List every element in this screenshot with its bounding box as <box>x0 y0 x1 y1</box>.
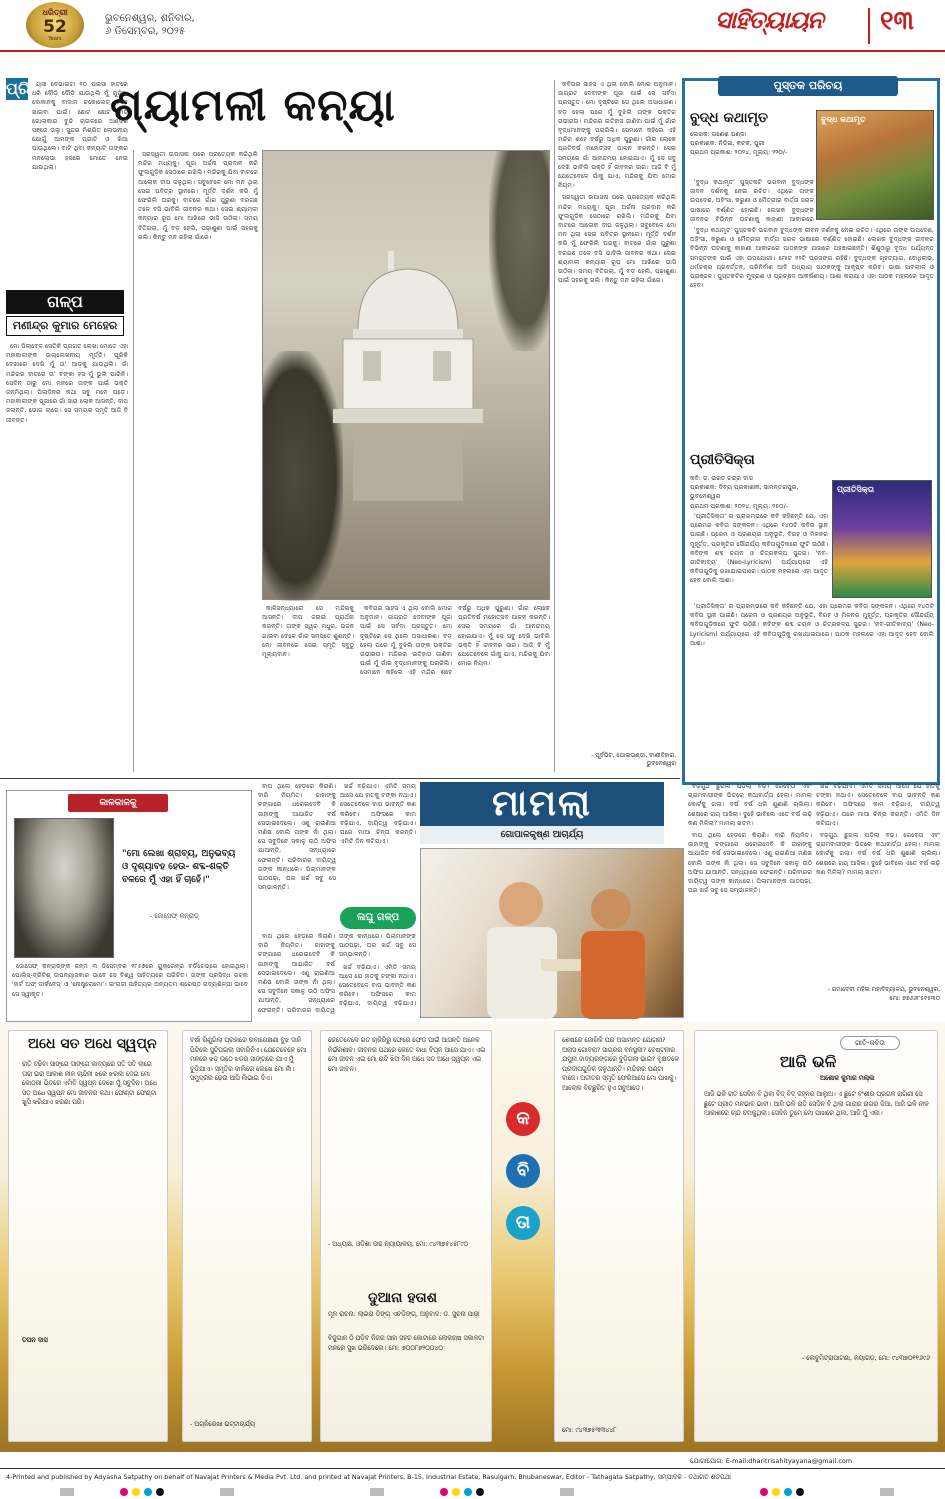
footer-rule <box>0 1468 945 1469</box>
registration-dot-yellow <box>452 1488 460 1496</box>
book2-review-text: 'ପ୍ରୀତିସିକ୍ତା' ର ପ୍ରାରମ୍ଭରେ କବି କହିଛନ୍ତି ଯେ, ଏହା ପ୍ରେମର କବିତା ସଙ୍କଳନ। ଏଥିରେ ୧୪୦ଟି କବିତା ସ୍ଥାନ ପାଇଛି। ପ୍ରେମ ଓ ପ୍ରଣୟର ଅନୁଭୂତି, ବିରହ ଓ ମିଳନର ମୁହୂର୍ତ୍ତ, ପ୍ରକୃତିର ସୌନ୍ଦର୍ଯ୍ୟ କବିତାଗୁଡ଼ିକରେ ଫୁଟି ଉଠିଛି। କବିଙ୍କ ଶବ୍ଦ ଚୟନ ଓ ଚିତ୍ରକଳ୍ପ ସୁନ୍ଦର। 'ନବ-ଗୀତିକାବ୍ୟ' (Neo-Lyricism) ପର୍ଯ୍ୟାୟରେ ଏହି କବିତାଗୁଡ଼ିକୁ ରଖାଯାଇପାରେ। ପାଠକ ମହଲରେ ଏହା ଆଦୃତ ହେବ ବୋଲି ଆଶା। <box>690 603 934 647</box>
story-column-2 <box>138 150 258 772</box>
book1-publisher: ପ୍ରକାଶକ: ନିଡିଇ, କଟକ, ପୁରୀ <box>690 140 765 148</box>
story-column-2-bottom <box>262 604 550 772</box>
quote-bio <box>12 962 248 1018</box>
mamala-column-2 <box>340 782 416 904</box>
book1-meta <box>690 130 814 158</box>
masthead-divider <box>868 8 870 44</box>
registration-bar <box>560 1488 574 1496</box>
mamala-paragraph: ଖର୍ଚ୍ଚ ବଢ଼ିଯାଏ। ଏମିତି ସମୟ ଆସେ ଯେ ହାତକୁ ଟଙ୍କା ନଥାଏ। ସେତେବେଳେ ବାପ ଭାବନ୍ତି କଣ କରିବେ। ଅଫିସରେ କାମ ବଢ଼ିଯାଏ, ଦାୟିତ୍ୱ ବଢ଼ିଯାଏ। <box>339 963 416 1008</box>
book1-edition: ପ୍ରଥମ ପ୍ରକାଶ: ୨୦୨୪, ମୂଲ୍ୟ: ୨୨୦/- <box>690 149 788 157</box>
elderly-couple-photo <box>420 848 684 1018</box>
poem1-title: ଅଧେ ସତ ଅଧେ ସ୍ୱପ୍ନ <box>28 1036 157 1052</box>
mamala-credit: - ରମାଦେବୀ ମହିଳା ମହାବିଦ୍ୟାଳୟ, ଭୁବନେଶ୍ୱର, ମୋ: ୭୭୬୬୮୫୧୫୩୦ <box>827 986 940 1002</box>
poem3-subtitle: ଦୁଆନା ହତାଶ <box>368 1290 438 1306</box>
book2-cover-title: ପ୍ରୀତିସିକ୍ତା <box>837 485 874 494</box>
imprint-line: 4-Printed and published by Adyasha Satpathy on behalf of Navajat Printers & Media Pvt. Ltd. and printed at Navajat Printers, B-15, Industrial Estate, Rasulgarh, Bhubaneswar, Editor - Tathagata Satpathy, ସମ୍ପାଦକ - ତଥାଗତ ଶତପଥୀ <box>6 1473 731 1481</box>
badge-years-label: Years <box>48 36 62 42</box>
book1-review-text: 'ବୁଦ୍ଧ କଥାମୃତ' ପୁସ୍ତକଟି ଭଗବାନ ବୁଦ୍ଧଙ୍କ ଜୀବନ ଦର୍ଶନକୁ ନେଇ ରଚିତ। ଏଥିରେ ତାଙ୍କ ଉପଦେଶ, ଅହିଂସା, କରୁଣା ଓ ମୈତ୍ରୀର ବାର୍ତ୍ତା ସରଳ ଭାଷାରେ ବର୍ଣ୍ଣିତ ହୋଇଛି। ଲେଖକ ବୁଦ୍ଧଙ୍କ ଜୀବନର ବିଭିନ୍ନ ଘଟଣାକୁ କାହାଣୀ ଆକାରରେ ପାଠକଙ୍କ ପାଖରେ ପହଞ୍ଚାଇଛନ୍ତି। ଶିଶୁଠାରୁ ବୃଦ୍ଧ ପର୍ଯ୍ୟନ୍ତ ସମସ୍ତଙ୍କ ପାଇଁ ଏହା ଉପଯୋଗୀ। ମୋଟ ୧୨ଟି ପ୍ରସଙ୍ଗ ରହିଛି। ବୁଦ୍ଧଙ୍କ ଗୃହତ୍ୟାଗ, ବୋଧିଲାଭ, ଧର୍ମଚକ୍ର ପ୍ରବର୍ତ୍ତନ, ପରିନିର୍ବାଣ ଆଦି ଅଧ୍ୟାୟ ପାଠକଙ୍କୁ ଆକୃଷ୍ଟ କରିବ। ଭାଷା ସାବଲୀଳ ଓ ପ୍ରାଞ୍ଜଳ। ପୁସ୍ତକଟିର ମୁଦ୍ରଣ ଓ ପ୍ରଚ୍ଛଦ ଆକର୍ଷଣୀୟ। ଆଶା କରାଯାଏ ଏହା ପାଠକ ମହଲରେ ଆଦୃତ ହେବ। <box>690 227 934 290</box>
mamala-title: ମାମଲା <box>420 782 664 826</box>
book2-review <box>690 602 934 778</box>
section-title: ସାହିତ୍ୟାୟନ <box>715 6 823 34</box>
drop-cap: ପ୍ରି <box>6 79 31 98</box>
quote-attribution: - ଜୋସେଫ୍ କନ୍ରାଡ୍ <box>150 912 199 920</box>
book1-cover <box>816 110 934 220</box>
book1-review-intro <box>690 178 814 224</box>
story-paragraph: ସରସ୍ୱତୀ ଉପାସନା ପରେ ପ୍ରତ୍ୟେକ କରିଥିଲି ମନ୍ଦିର ମଧ୍ୟକୁ। ପୂଜା ଅର୍ଚ୍ଚନା ପ୍ରଦାନ କରି ଫୁଲଗୁଡ଼ିକ ସେଠାରେ ରଖିଲି। ମନ୍ଦିରକୁ ଯିବା ବାଟରେ ଆଲୋକ ଦୀପ ଜଳୁଥିଲା। ସବୁବେଳେ ମୋ ମନ ଥିଲା ସେଇ ପବିତ୍ର ସ୍ଥାନରେ। ମୂର୍ତ୍ତି ଦର୍ଶନ କରି ମୁଁ ଫେରିଲି ଘରକୁ। ବାଟରେ ଗାଁର ପୁରୁଣା ବରଗଛ ତଳେ ବସି ଭାବିଲି ଜୀବନର କଥା। ସେଇ ଶ୍ୟାମଳୀ କନ୍ୟାର ରୂପ ମୋ ଆଖିରେ ଭାସି ଉଠିଲା। ସମୟ ବିତିଗଲା, ମୁଁ ବଡ଼ ହେଲି, ପଢ଼ାଶୁଣା ପାଇଁ ସହରକୁ ଗଲି। କିନ୍ତୁ ମନ ରହିଲା ଗାଁରେ। <box>138 151 258 241</box>
mamala-author: ଗୋପାଳକୃଷ୍ଣ ଆଚାର୍ଯ୍ୟ <box>420 826 664 844</box>
poem2-text: ବର୍ଷା ରିଣୁଗିଲା ପ୍ରହାରେ ରବାରେକ୍ଷଣୀ ବୁଝ ଦାନି ପିଟିଲେ ସୁଟିପଇଲା ସବାରିନିଏ। ଯେତେବେଳେ ମୋ ମନରେ ଝଡ଼ ଉଠେ ଝଡ଼ର ସାଙ୍ଗରେ ଯାଏ ମୁଁ ବୁଡ଼ିଯାଏ। ସ୍ମୃତିର ବାଲିରେ ଲେଖେ ମୋ ନାଁ। ସମୁଦ୍ରର ଢେଉ ଆସି ଲିଭାଇ ଦିଏ। <box>190 1037 307 1083</box>
registration-dot-cyan <box>784 1488 792 1496</box>
column-rule <box>133 150 134 772</box>
mamala-paragraph: ଖର୍ଚ୍ଚ ବଢ଼ିଯାଏ। ଏମିତି ସମୟ ଆସେ ଯେ ହାତକୁ ଟଙ୍କା ନଥାଏ। ସେତେବେଳେ ବାପ ଭାବନ୍ତି କଣ କରିବେ। ଅଫିସରେ କାମ ବଢ଼ିଯାଏ, ଦାୟିତ୍ୱ ବଢ଼ିଯାଏ। ଘରେ ମାଆ ଚିନ୍ତା କରନ୍ତି। ଏମିତି ଦିନ କଟିଯାଏ। <box>816 783 940 827</box>
poem3-text-2: ବିଜୁଗାନ ଠି ପଡ଼ିବ ନିଜର ସାହା ସହଚ କୋଟାରେ ଲୋକଚାଷ ସକାଳଟା ମନରେ ସୁଖ ଭରିଦେଲେ। ମୋ: ୭୦୦୮୭୨୦୦୪୦ <box>328 1335 485 1352</box>
dateline-city-day: ଭୁବନେଶ୍ୱର, ଶନିବାର, <box>105 13 195 24</box>
dateline <box>105 12 195 38</box>
story-author-address: - ପୂର୍ବଭିଟ, ପୋଇଭଣ୍ଡା, ବାଣୀବିହାର, ଭୁବନେଶ୍ୱର <box>591 752 676 767</box>
temple-illustration <box>333 241 483 501</box>
book2-title: ପ୍ରୀତିସିକ୍ତା <box>690 452 755 468</box>
anniversary-badge <box>26 2 84 48</box>
kavita-letter-3: ତା <box>506 1206 540 1240</box>
registration-bar <box>370 1488 384 1496</box>
column-rule <box>554 80 555 772</box>
book2-review-intro <box>690 512 828 600</box>
book2-edition: ପ୍ରଥମ ପ୍ରକାଶ: ୨୦୨୪, ମୂଲ୍ୟ: ୨୫୦/- <box>690 502 788 510</box>
story-paragraph: କବିତାର ସାହସ ଏ ଥିଲା ବୋଲି ମୋର ଅନୁମାନ। ଜାଗ୍ରତ ଦେବୀଙ୍କ ପୂଜା ପାଇଁ ସେ ସର୍ବଦା ପ୍ରସ୍ତୁତ। ମୋ ଦୃଷ୍ଟିରେ ସେ ଥିଲେ ଅସାଧାରଣ। ବଡ଼ ହେଲା ପରେ ମୁଁ ବୁଝିଲି ତାଙ୍କ ଭକ୍ତିର ଗଭୀରତା। ମନ୍ଦିରର ଇତିହାସ ଜାଣିବା ପାଇଁ ମୁଁ ଗାଁର ବୃଦ୍ଧମାନଙ୍କୁ ପଚାରିଲି। ସେମାନେ କହିଲେ ଏହି ମନ୍ଦିର ଶହେ ବର୍ଷରୁ ଅଧିକ ପୁରୁଣା। ଗାଁର ଲୋକେ ପ୍ରତିବର୍ଷ ମହୋତ୍ସବ ପାଳନ କରନ୍ତି। ସେଇ ସମୟରେ ଗାଁ ଆନନ୍ଦମୟ ହୋଇଯାଏ। ମୁଁ ସେ ସବୁ ଦେଖି ଭାବିଲି ଭକ୍ତି ହିଁ ଜୀବନର ସାର। ଆଜି ବି ମୁଁ ଯେତେବେଳେ ଗାଁକୁ ଯାଏ, ମନ୍ଦିରକୁ ଯିବା ମୋର ନିୟମ। <box>360 605 550 677</box>
story-paragraph: ସରସ୍ୱତୀ ଉପାସନା ପରେ ପ୍ରତ୍ୟେକ କରିଥିଲି ମନ୍ଦିର ମଧ୍ୟକୁ। ପୂଜା ଅର୍ଚ୍ଚନା ପ୍ରଦାନ କରି ଫୁଲଗୁଡ଼ିକ ସେଠାରେ ରଖିଲି। ମନ୍ଦିରକୁ ଯିବା ବାଟରେ ଆଲୋକ ଦୀପ ଜଳୁଥିଲା। ସବୁବେଳେ ମୋ ମନ ଥିଲା ସେଇ ପବିତ୍ର ସ୍ଥାନରେ। ମୂର୍ତ୍ତି ଦର୍ଶନ କରି ମୁଁ ଫେରିଲି ଘରକୁ। ବାଟରେ ଗାଁର ପୁରୁଣା ବରଗଛ ତଳେ ବସି ଭାବିଲି ଜୀବନର କଥା। ସେଇ ଶ୍ୟାମଳୀ କନ୍ୟାର ରୂପ ମୋ ଆଖିରେ ଭାସି ଉଠିଲା। ସମୟ ବିତିଗଲା, ମୁଁ ବଡ଼ ହେଲି, ପଢ଼ାଶୁଣା ପାଇଁ ସହରକୁ ଗଲି। କିନ୍ତୁ ମନ ରହିଲା ଗାଁରେ। <box>558 194 676 285</box>
quote-tag: କାଳକାଳକୁ <box>68 794 168 812</box>
mamala-column-3 <box>688 782 812 1018</box>
book1-title: ବୁଦ୍ଧ କଥାମୃତ <box>690 110 768 126</box>
story-paragraph: ୟସୀ ବେଭାଇଟା ୧୦ ପଇସା ହାତରେ ଧରି ଦୌଡ଼ି ଦୌଡ଼ି ଯାଉଥିଲି ମୁଁ ଗୁପିଆ ଦୋକାନକୁ ବାଦାମ ଚକୋଲେଟ୍ ଟିକେ ଖାଇବା ପାଇଁ। ଛୋଟ ଛୋଟ ବାଟି ଗୋଲାକାର ବୁନ୍ଦି ଚାଉଳରେ ଅଣ୍ଡିରି ସଞ୍ଜେ ଭଲୁ। ସୁନ୍ଦର ମିଶ୍ରିତ ଲୋଭନୀୟ ଯୋଗୁଁ ଆମଙ୍କ ପ୍ରୀତି ଓ ଖିଆ ପାଉଥିଲେ। ବାଟି ଥିବା କନ୍ୟାଟି ତାଙ୍କର ମନଲୋଭା ହସରେ ମୋତେ ନେଇ ଯାଉଥିଲା। <box>32 81 128 171</box>
poem5-title: ଆଜି ଭଳି <box>780 1052 837 1071</box>
poem5-text: ଆଜି ଭଳି ରାତ ସେଦିନ ବି ଥିଲା ବିଦ୍ ବିଦ୍ ଜହ୍ନର ଆଲୁଅ। ଏ ଛୁଟେ ବଂଶୀର ପ୍ରଗଳ ରାଗିଣୀ ସେ ଛୁଟେ ପ୍ରୀତ ମନଭାବ ଭାବୀ। ଆଜି ଭଳି ରାତି ସେଦିନ ବି ଥିଲା ଗାରାର ରାଗର ଜିଆ, ଆଜି ଭଳି ନୀଳ ଆକାଶରେ ଚାନ୍ଦ ଚମକୁଥିଲା। ସେଦିନ ତୁମେ ମୋ ପାଖରେ ଥିଲ, ଆଜି ମୁଁ ଏକା। <box>704 1091 929 1118</box>
book2-publisher: ପ୍ରକାଶକ: ଦିବ୍ୟ ପ୍ରକାଶନୀ, ସାମନ୍ତରାପୁର, ଭୁବନେଶ୍ୱର <box>690 484 799 501</box>
mamala-column-bottom <box>258 932 416 1018</box>
registration-dot-black <box>796 1488 804 1496</box>
poem3-sub-author: ମୂଳ ରଚନା: ଲାଇରା ଡିଙ୍ଗ୍ ଏଚଡ଼ିଙ୍ଗ୍, ଅନୁବାଦ: ଡ. ସୁଚନା ପାଢ଼ୀ <box>328 1311 480 1318</box>
temple-photo <box>262 150 550 600</box>
kavita-letter-2: ବି <box>506 1154 540 1188</box>
registration-dot-cyan <box>144 1488 152 1496</box>
mamala-paragraph: ବଢ଼ଗୁଥ ଛୁଗଲ ପଡ଼ିଲା ବଢ଼। ରେବେତା ଏବଂ ଗ୍ରାମବାସୀଙ୍କ ଭିତରେ କଥାବାର୍ତ୍ତା ହେଲା। ମାମଲା କୋର୍ଟକୁ ଗଲା। ବର୍ଷ ବର୍ଷ ଧରି ଶୁଣାଣି ଚାଲିଲା। ଶେଷରେ ରାୟ ଆସିଲା। ଦୁହେଁ ଭାବିଲେ ଏତେ ବର୍ଷ ଲଢ଼ି କଣ ମିଳିଲା? ମାମଲା ଖତମ। <box>816 832 940 876</box>
story-column-1-bottom <box>6 342 128 772</box>
book2-meta <box>690 474 828 511</box>
mamala-column-1 <box>258 782 336 904</box>
story-author: ମଣୀନ୍ଦ୍ର କୁମାର ମେହେର <box>6 316 124 336</box>
registration-dot-cyan <box>464 1488 472 1496</box>
poem1-text: ରାତି ବଢ଼ିବା ସାଙ୍ଗେ ସାଙ୍ଗେ କାବ୍ୟରେ ସତି ସତି ଲାଗେ ତାରା ଭରା ଆକାଶ ନୀଳ ଚାନ୍ଦିନୀ ଝରେ ଝରକା ଦେଇ ମୋ କୋଠରୀ ଭିତରେ ଏମିତି ସ୍ୱପ୍ନ ଦେଖେ ମୁଁ ସବୁଦିନ। ଅଧେ ସତ ଅଧେ ସ୍ୱପ୍ନ ମୋ ଜୀବନର କଥା। ଫେଣ୍ଟା ଫେଣ୍ଟା ଖୁସି ଝରିଯାଏ ଝରଣା ପରି। <box>22 1061 157 1107</box>
book1-review <box>690 226 934 444</box>
photo-tree-left <box>263 351 343 601</box>
section-rule <box>0 778 680 779</box>
photo-tree-right <box>489 151 549 351</box>
mamala-paragraph: ବାପ ଥିଲେ ହେଡ଼ରେ କିରାଣି। ବାରି ନିୟମିତ। ଜାହାଙ୍କୁ ଚଙ୍ଗାରେ ଧରେଇଦେବି କି ଜାହାଙ୍କୁ ଆଯାଜିତ ବର୍ଷ ସେଭାଇଦେଲେ। ଏଣୁ ରାଇଣିଆ ମଣିଷ ବୋଲି ତାଙ୍କ ନାଁ ଥିଲା। ସେ ସବୁଦିନେ ସକାଳୁ ଉଠି ଅଫିସ ଯାଆନ୍ତି, ସନ୍ଧ୍ୟାରେ ଫେରନ୍ତି। ପରିବାରର ଦାୟିତ୍ୱ ତାଙ୍କ କାନ୍ଧରେ। ପିଲାମାନଙ୍କ ପାଠପଢ଼ା, ଘର ଖର୍ଚ୍ଚ ସବୁ ସେ ସମ୍ଭାଳନ୍ତି। <box>688 832 812 895</box>
poem5-author-top: ଅଶୋକ କୁମାର ମଲ୍ଲ <box>820 1075 875 1082</box>
registration-dot-black <box>156 1488 164 1496</box>
registration-bar <box>60 1488 74 1496</box>
story-column-1-top <box>32 80 128 286</box>
poem2-author: - ଅଗ୍ନିରେଖା ଭଟ୍ଟାଚାର୍ଯ୍ୟ <box>190 1421 255 1428</box>
registration-dot-yellow <box>772 1488 780 1496</box>
quote-text: "ମୋ ଲେଖା ଶ୍ରାବ୍ୟ, ଅନୁଭବ୍ୟ ଓ ଦୃଶ୍ୟାବହ ହେଉ- ଶବ୍ଦ-ଶକ୍ତି ବଳରେ ମୁଁ ଏହା ହିଁ ଚାହେଁ।" <box>122 849 236 885</box>
book1-review-text: 'ବୁଦ୍ଧ କଥାମୃତ' ପୁସ୍ତକଟି ଭଗବାନ ବୁଦ୍ଧଙ୍କ ଜୀବନ ଦର୍ଶନକୁ ନେଇ ରଚିତ। ଏଥିରେ ତାଙ୍କ ଉପଦେଶ, ଅହିଂସା, କରୁଣା ଓ ମୈତ୍ରୀର ବାର୍ତ୍ତା ସରଳ ଭାଷାରେ ବର୍ଣ୍ଣିତ ହୋଇଛି। ଲେଖକ ବୁଦ୍ଧଙ୍କ ଜୀବନର ବିଭିନ୍ନ ଘଟଣାକୁ କାହାଣୀ ଆକାରରେ <box>690 179 814 223</box>
book2-author: କବି: ଡ. ଭରତ ଚନ୍ଦ୍ର ଦାସ <box>690 475 753 482</box>
registration-dot-yellow <box>132 1488 140 1496</box>
story-column-3 <box>558 80 676 760</box>
registration-dot-magenta <box>440 1488 448 1496</box>
book2-cover <box>832 480 932 598</box>
mamala-paragraph: ବାପ ଥିଲେ ହେଡ଼ରେ କିରାଣି। ବାରି ନିୟମିତ। ଜାହାଙ୍କୁ ଚଙ୍ଗାରେ ଧରେଇଦେବି କି ଜାହାଙ୍କୁ ଆଯାଜିତ ବର୍ଷ ସେଭାଇଦେଲେ। ଏଣୁ ରାଇଣିଆ ମଣିଷ ବୋଲି ତାଙ୍କ ନାଁ ଥିଲା। ସେ ସବୁଦିନେ ସକାଳୁ ଉଠି ଅଫିସ ଯାଆନ୍ତି, ସନ୍ଧ୍ୟାରେ ଫେରନ୍ତି। ପରିବାରର ଦାୟିତ୍ୱ ତାଙ୍କ କାନ୍ଧରେ। ପିଲାମାନଙ୍କ ପାଠପଢ଼ା, ଘର ଖର୍ଚ୍ଚ ସବୁ ସେ ସମ୍ଭାଳନ୍ତି। <box>258 783 336 892</box>
story-paragraph: କାଳିସନ୍ଧ୍ୟାରେ ସେ ମନ୍ଦିରକୁ ଆସନ୍ତି। ଦୀପ ଜଳାଇ ପ୍ରାର୍ଥନା କରନ୍ତି। ତାଙ୍କ ସ୍ୱର ମଧୁର, ଭଜନ ଗାଇବା ବେଳେ ଗାଁର ସମସ୍ତେ ଶୁଣନ୍ତି। ମୋ ଜୀବନରେ ସେଇ ସ୍ମୃତି ସବୁଠୁ ମୂଲ୍ୟବାନ। <box>262 605 354 659</box>
badge-years: 52 <box>43 17 67 37</box>
contact-email: ଯୋଗାଯୋଗ: E-mail:dharitrisahityayana@gmail.com <box>690 1457 853 1465</box>
poem4-text: ଶେଷରେ ଜୋରିକି ଘର ଅସାମନ୍ତ ଯୋଗନା? ଅନାସ ଗୋବନା? ସାଗ୍ରର ବନସ୍ଥଳୀ? ବେଷ୍ଟନୀର ଯମୁନା ବାଦ୍ୟରଙ୍ଗରେ ବୁଡ଼ିଗଲା ଭାଇ? ବୃକ୍ଷତଳେ ପ୍ରଦୀପଗୁଡ଼ିକ ଜଳୁଥାନ୍ତି। ମନ୍ଦିରର ଘଣ୍ଟା ବାଜେ। ଅତୀତର ସ୍ମୃତି ଫେରିଆସେ ମୋ ପାଖକୁ। ଆଲୋକ ବିଚ୍ଛୁରିତ ହୁଏ ସବୁଆଡ଼େ। <box>562 1037 679 1092</box>
mamala-paragraph: ଖର୍ଚ୍ଚ ବଢ଼ିଯାଏ। ଏମିତି ସମୟ ଆସେ ଯେ ହାତକୁ ଟଙ୍କା ନଥାଏ। ସେତେବେଳେ ବାପ ଭାବନ୍ତି କଣ କରିବେ। ଅଫିସରେ କାମ ବଢ଼ିଯାଏ, ଦାୟିତ୍ୱ ବଢ଼ିଯାଏ। ଘରେ ମାଆ ଚିନ୍ତା କରନ୍ତି। ଏମିତି ଦିନ କଟିଯାଏ। <box>340 783 416 846</box>
story-headline: ଶ୍ୟାମଳୀ କନ୍ୟା <box>110 80 396 131</box>
registration-bar <box>220 1488 234 1496</box>
page-number: ୧୩ <box>880 6 914 36</box>
registration-dot-black <box>476 1488 484 1496</box>
mamala-paragraph: ବଢ଼ଗୁଥ ଛୁଗଲ ପଡ଼ିଲା ବଢ଼। ରେବେତା ଏବଂ ଗ୍ରାମବାସୀଙ୍କ ଭିତରେ କଥାବାର୍ତ୍ତା ହେଲା। ମାମଲା କୋର୍ଟକୁ ଗଲା। ବର୍ଷ ବର୍ଷ ଧରି ଶୁଣାଣି ଚାଲିଲା। ଶେଷରେ ରାୟ ଆସିଲା। ଦୁହେଁ ଭାବିଲେ ଏତେ ବର୍ଷ ଲଢ଼ି କଣ ମିଳିଲା? ମାମଲା ଖତମ। <box>688 783 812 827</box>
book1-cover-title: ବୁଦ୍ଧ କଥାମୃତ <box>821 115 866 124</box>
couple-illustration <box>421 849 685 1019</box>
kavita-letter-1: କ <box>506 1102 540 1136</box>
mamala-paragraph: ବାପ ଥିଲେ ହେଡ଼ରେ କିରାଣି। ବାରି ନିୟମିତ। ଜାହାଙ୍କୁ ଚଙ୍ଗାରେ ଧରେଇଦେବି କି ଜାହାଙ୍କୁ ଆଯାଜିତ ବର୍ଷ ସେଭାଇଦେଲେ। ଏଣୁ ରାଇଣିଆ ମଣିଷ ବୋଲି ତାଙ୍କ ନାଁ ଥିଲା। ସେ ସବୁଦିନେ ସକାଳୁ ଉଠି ଅଫିସ ଯାଆନ୍ତି, ସନ୍ଧ୍ୟାରେ ଫେରନ୍ତି। ପରିବାରର ଦାୟିତ୍ୱ ତାଙ୍କ କାନ୍ଧରେ। ପିଲାମାନଙ୍କ ପାଠପଢ଼ା, ଘର ଖର୍ଚ୍ଚ ସବୁ ସେ ସମ୍ଭାଳନ୍ତି। <box>258 933 416 1014</box>
poem5-author: - ଲେବୁମିଟ୍ରାପାଟଣା, ନୟାଗଡ଼, ମୋ: ୯୪୩୭୦୧୧୬୯୬ <box>801 1355 930 1362</box>
poem4-author: ମୋ: ୯୪୩୭୫୩୩୪୪୮ <box>562 1427 617 1434</box>
story-paragraph: ମୋ ପିଲାବେଳ ସେତିକି ପ୍ରଗତ ଲେଖା ମୋତେ ଏହା ମହାକାଳୀଙ୍କ ଉଲ୍ଲେଖନୀୟ ମୂର୍ତ୍ତି। ପୂରିକି ଦେଖାରେ ଦେଖି ମୁଁ ତା' ଆଡ଼କୁ ଯାଉଥିଲି। ଗାଁ ମନ୍ଦିରର ବାଟରେ ତା' ବଙ୍କା ହସ ମୁଁ ଭୁଲି ପାରିନି। ସେଦିନ ଠାରୁ ମୋ ମନରେ ତାଙ୍କ ପାଇଁ ଭକ୍ତି ଜନ୍ମିଥିଲା। ପିଲାଦିନର କଥା ସବୁ ମନେ ପଡ଼େ। ମହାକାଳୀଙ୍କ ପୂଜାରେ ଗାଁ ସାରା ଲୋକ ଆସନ୍ତି, ଦୀପ ଜଳାନ୍ତି, ଭୋଗ ଲାଗେ। ସେ ସମୟର ସ୍ମୃତି ଆଜି ବି ଜୀବନ୍ତ। <box>6 343 128 424</box>
poem5-tag: ଗୀତି-କବିତା <box>840 1036 900 1050</box>
quote-bio-text: ଜୋସେଫ୍ କନ୍ରାଡ୍‌ଙ୍କ ଜନ୍ମ ୩ ଡିସେମ୍ବର ୧୮୫୭ରେ ୟୁକ୍ରେନ୍‌ର ବର୍ଡିଚେଭ୍‌ରେ ହୋଇଥିଲା। ପୋଲିସ୍-ବ୍ରିଟିଶ୍ ଉପନ୍ୟାସକାର ଭାବେ ସେ ବିଶ୍ୱ ସାହିତ୍ୟରେ ପରିଚିତ। ତାଙ୍କ ପ୍ରସିଦ୍ଧ ରଚନା 'ହାର୍ଟ ଅଫ୍ ଡାର୍କନେସ୍' ଓ 'ନୋଷ୍ଟ୍ରୋମୋ'। ଇଂରାଜୀ ସାହିତ୍ୟର ଅନ୍ୟତମ ଶ୍ରେଷ୍ଠ ଗଦ୍ୟଶିଳ୍ପୀ ଭାବେ ସେ ସ୍ୱୀକୃତ। <box>12 963 248 998</box>
registration-bar <box>880 1488 894 1496</box>
poem3-text: କେତେବେଳେ ଗତ ଚାକିରିରୁ ଫେରେ ଫେଡ଼ ପାଇଁ ଆସନ୍ତି ଅନେକ ନିର୍ଭରଶୀଳ। ଜୀବନର ପଥରେ କେତେ ବାଧା ବିଘ୍ନ ଆସେ ଯାଏ। ଏଇ ମୋ ଜୀବନ ଏଇ ମୋ ରାତି ଝିଅ ଦିନ ଅଧେ ସତ ଅଧେ ସ୍ୱପ୍ନ ଏଇ ମୋ ଜୀବନ। <box>328 1037 486 1073</box>
book2-review-text: 'ପ୍ରୀତିସିକ୍ତା' ର ପ୍ରାରମ୍ଭରେ କବି କହିଛନ୍ତି ଯେ, ଏହା ପ୍ରେମର କବିତା ସଙ୍କଳନ। ଏଥିରେ ୧୪୦ଟି କବିତା ସ୍ଥାନ ପାଇଛି। ପ୍ରେମ ଓ ପ୍ରଣୟର ଅନୁଭୂତି, ବିରହ ଓ ମିଳନର ମୁହୂର୍ତ୍ତ, ପ୍ରକୃତିର ସୌନ୍ଦର୍ଯ୍ୟ କବିତାଗୁଡ଼ିକରେ ଫୁଟି ଉଠିଛି। କବିଙ୍କ ଶବ୍ଦ ଚୟନ ଓ ଚିତ୍ରକଳ୍ପ ସୁନ୍ଦର। 'ନବ-ଗୀତିକାବ୍ୟ' (Neo-Lyricism) ପର୍ଯ୍ୟାୟରେ ଏହି କବିତାଗୁଡ଼ିକୁ ରଖାଯାଇପାରେ। ପାଠକ ମହଲରେ ଏହା ଆଦୃତ ହେବ ବୋଲି ଆଶା। <box>690 513 828 585</box>
dateline-date: ୬ ଡିସେମ୍ବର, ୨୦୨୫ <box>105 26 186 37</box>
book1-author: ଲେଖକ: ଗଣେଶ ପଣ୍ଡା <box>690 131 747 138</box>
short-story-tag: ଲଘୁ ଗଳ୍ପ <box>340 907 416 929</box>
book-review-header: ପୁସ୍ତକ ପରିଚୟ <box>718 76 898 96</box>
story-paragraph: କବିତାର ସାହସ ଏ ଥିଲା ବୋଲି ମୋର ଅନୁମାନ। ଜାଗ୍ରତ ଦେବୀଙ୍କ ପୂଜା ପାଇଁ ସେ ସର୍ବଦା ପ୍ରସ୍ତୁତ। ମୋ ଦୃଷ୍ଟିରେ ସେ ଥିଲେ ଅସାଧାରଣ। ବଡ଼ ହେଲା ପରେ ମୁଁ ବୁଝିଲି ତାଙ୍କ ଭକ୍ତିର ଗଭୀରତା। ମନ୍ଦିରର ଇତିହାସ ଜାଣିବା ପାଇଁ ମୁଁ ଗାଁର ବୃଦ୍ଧମାନଙ୍କୁ ପଚାରିଲି। ସେମାନେ କହିଲେ ଏହି ମନ୍ଦିର ଶହେ ବର୍ଷରୁ ଅଧିକ ପୁରୁଣା। ଗାଁର ଲୋକେ ପ୍ରତିବର୍ଷ ମହୋତ୍ସବ ପାଳନ କରନ୍ତି। ସେଇ ସମୟରେ ଗାଁ ଆନନ୍ଦମୟ ହୋଇଯାଏ। ମୁଁ ସେ ସବୁ ଦେଖି ଭାବିଲି ଭକ୍ତି ହିଁ ଜୀବନର ସାର। ଆଜି ବି ମୁଁ ଯେତେବେଳେ ଗାଁକୁ ଯାଏ, ମନ୍ଦିରକୁ ଯିବା ମୋର ନିୟମ। <box>558 81 676 190</box>
genre-tag: ଗଳ୍ପ <box>6 290 124 314</box>
badge-brand: ଧରିତ୍ରୀ <box>42 8 68 17</box>
poem1-author: ତପନ ଦାସ <box>22 1337 48 1344</box>
poem3-author: - ଅଧ୍ୟକ୍ଷ, ଓଡ଼ିଶା ଉଚ୍ଚ ନ୍ୟାୟାଳୟ, ମୋ: ୯୪୩୭୫୪୫୮୯୦ <box>328 1241 469 1248</box>
registration-dot-magenta <box>760 1488 768 1496</box>
mamala-column-4 <box>816 782 940 982</box>
registration-dot-magenta <box>120 1488 128 1496</box>
author-portrait <box>14 818 114 958</box>
